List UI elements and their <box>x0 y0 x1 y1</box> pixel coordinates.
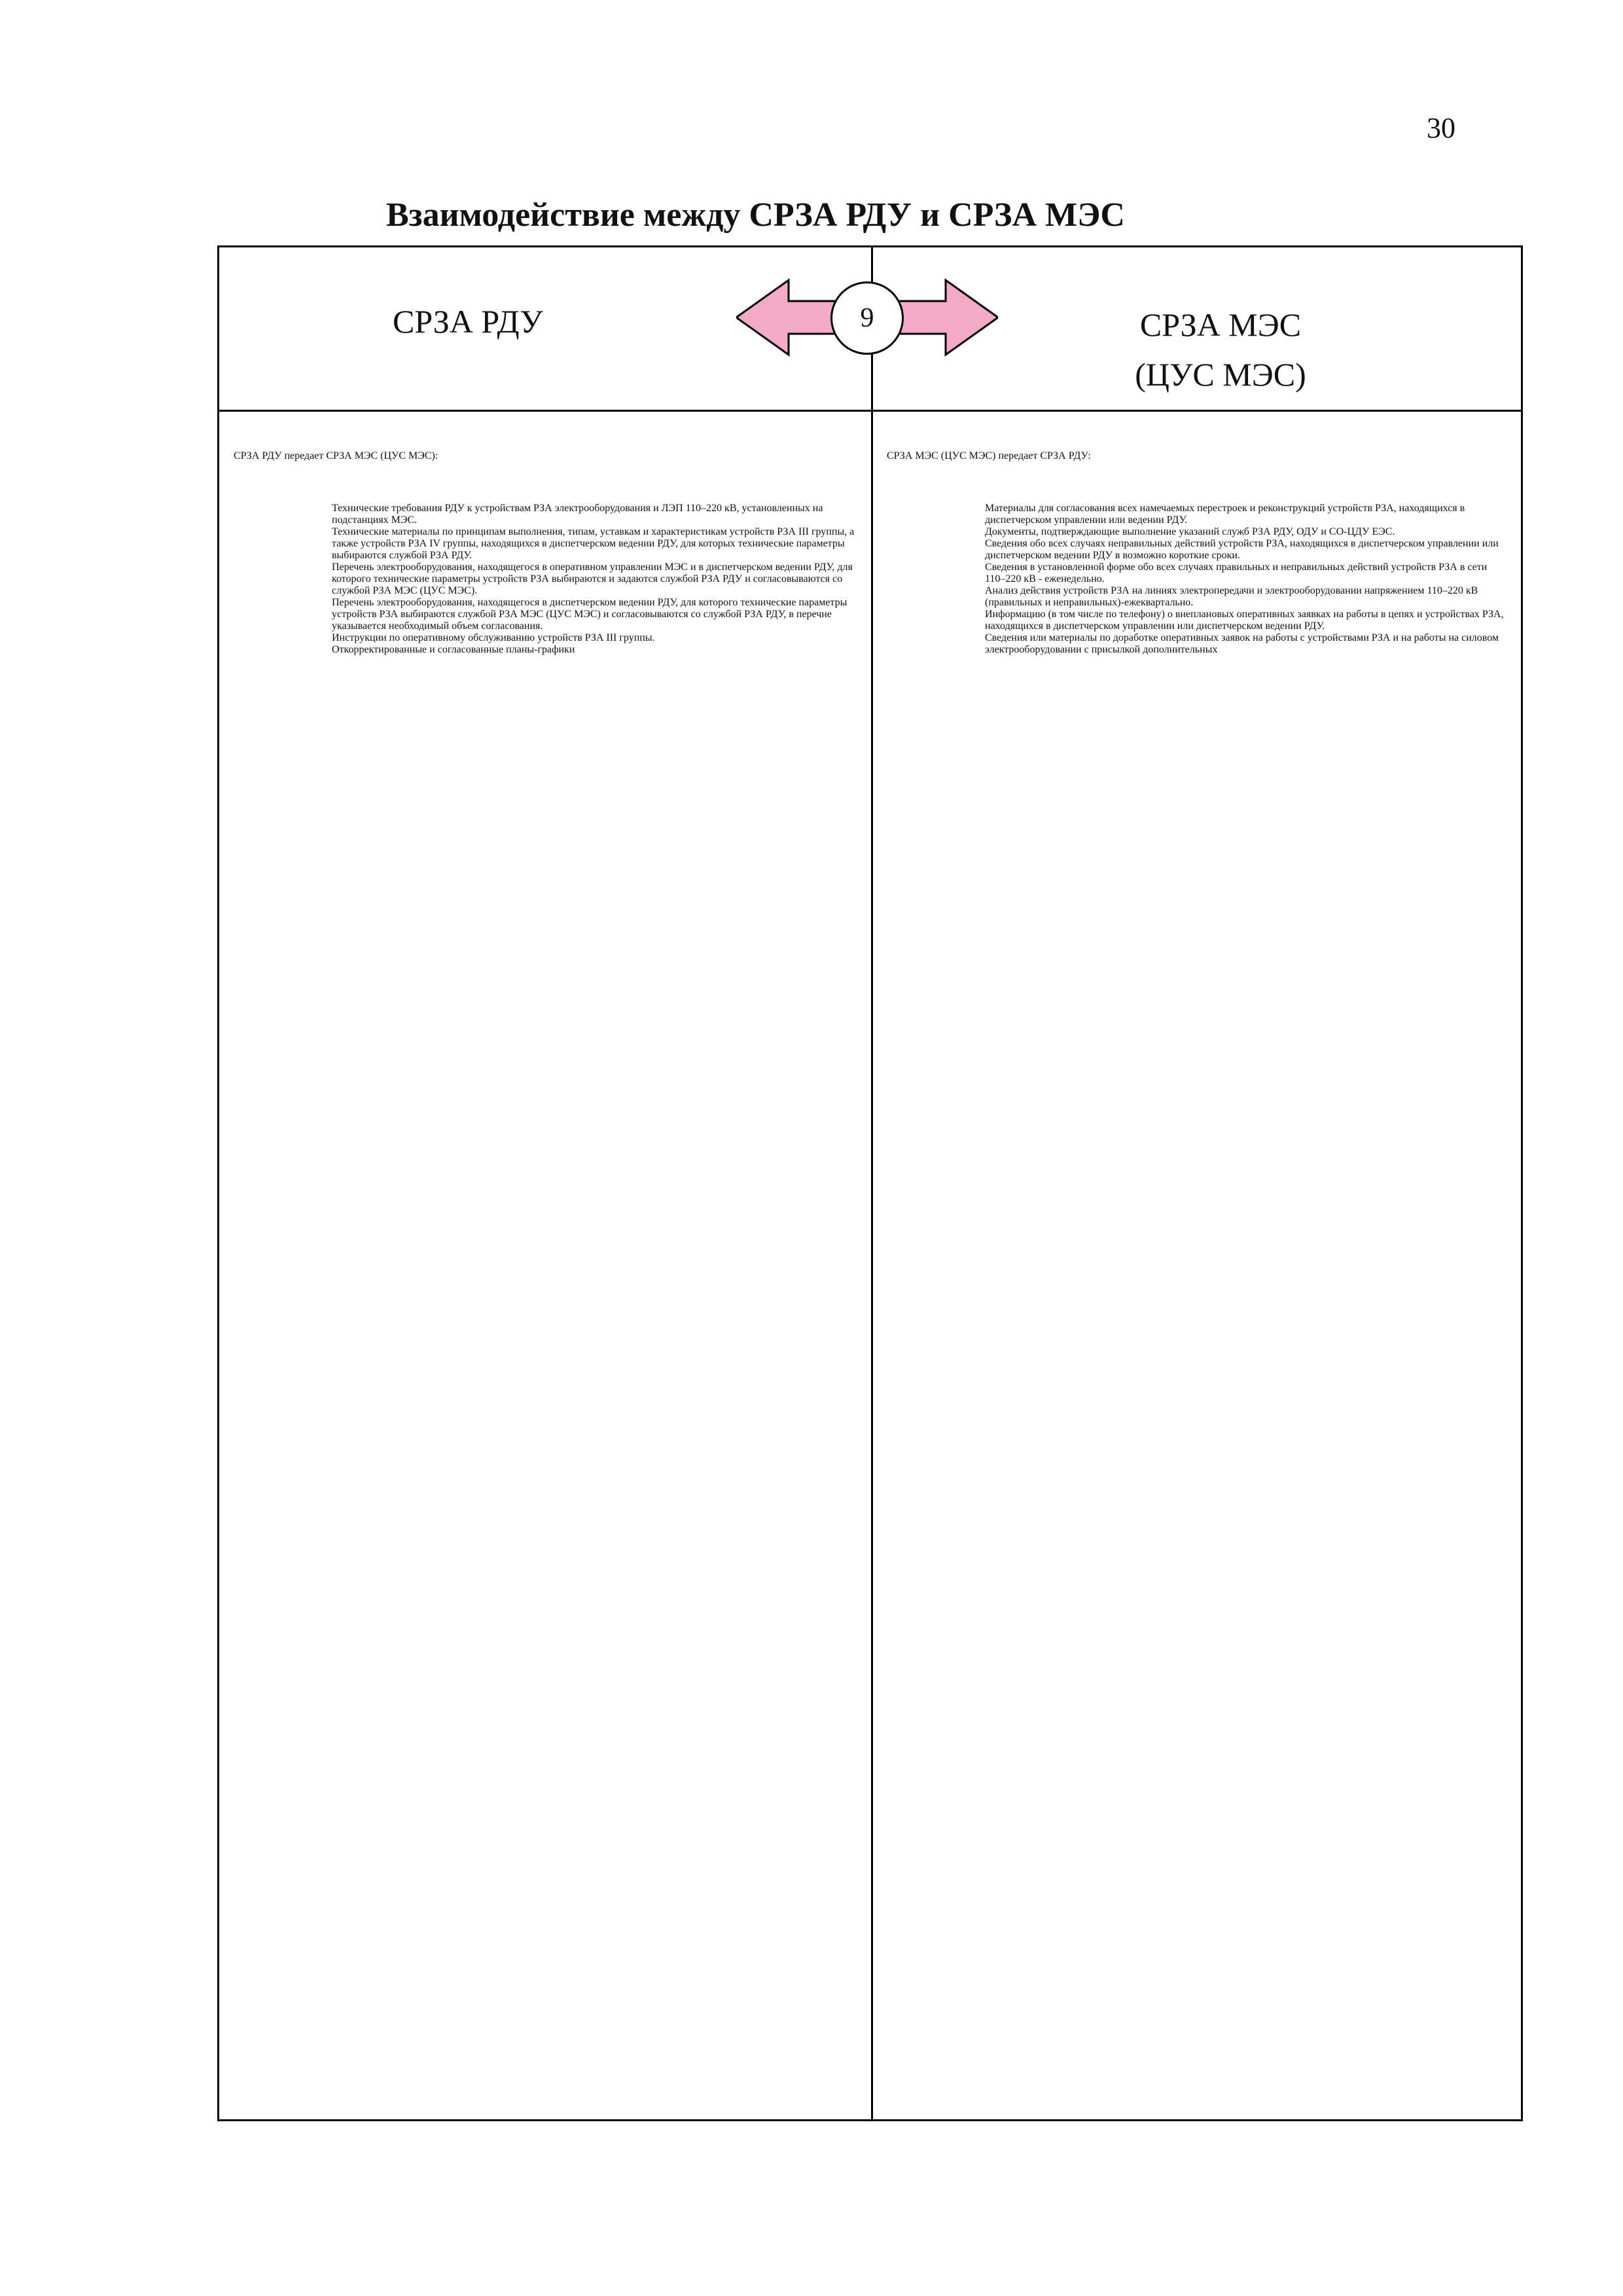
list-item: Перечень электрооборудования, находящегося в диспетчерском ведении РДУ, для которого технические параметры устройств РЗА выбираются службой РЗА МЭС (ЦУС МЭС) и согласовываются со службой РЗА РДУ, в перечне указывается необходимый объем согласования. <box>332 597 847 632</box>
left-column <box>234 450 855 2116</box>
left-item-list <box>332 503 855 656</box>
header-left-label: СРЗА РДУ <box>393 303 543 340</box>
column-divider <box>871 247 873 2119</box>
right-intro: СРЗА МЭС (ЦУС МЭС) передает СРЗА РДУ: <box>887 450 1091 461</box>
header-right-line-2: (ЦУС МЭС) <box>1135 356 1306 393</box>
right-column <box>887 450 1508 2116</box>
left-intro: СРЗА РДУ передает СРЗА МЭС (ЦУС МЭС): <box>234 450 438 461</box>
list-item: Инструкции по оперативному обслуживанию устройств РЗА III группы. <box>332 632 655 643</box>
page-title: Взаимодействие между СРЗА РДУ и СРЗА МЭС <box>386 196 1125 234</box>
page-number: 30 <box>1427 112 1455 144</box>
list-item: Технические требования РДУ к устройствам РЗА электрооборудования и ЛЭП 110–220 кВ, установленных на подстанциях МЭС. <box>332 503 823 526</box>
list-item: Сведения или материалы по доработке оперативных заявок на работы с устройствами РЗА и на работы на силовом электрооборудовании с присылкой дополнительных <box>985 632 1499 655</box>
list-item: Откорректированные и согласованные планы-графики <box>332 644 575 655</box>
interaction-table <box>217 245 1523 2121</box>
list-item: Материалы для согласования всех намечаемых перестроек и реконструкций устройств РЗА, находящихся в диспетчерском управлении или ведении РДУ. <box>985 503 1465 526</box>
header-right-line-1: СРЗА МЭС <box>1139 306 1302 343</box>
list-item: Документы, подтверждающие выполнение указаний служб РЗА РДУ, ОДУ и СО-ЦДУ ЕЭС. <box>985 526 1395 537</box>
list-item: Сведения в установленной форме обо всех случаях правильных и неправильных действий устройств РЗА в сети 110–220 кВ - еженедельно. <box>985 562 1488 584</box>
step-number-badge: 9 <box>830 281 904 355</box>
right-item-list <box>985 503 1508 656</box>
header-right-label <box>1083 300 1358 399</box>
header-divider <box>219 410 1521 412</box>
list-item: Анализ действия устройств РЗА на линиях электропередачи и электрооборудовании напряжением 110–220 кВ (правильных и неправильных)-ежеквартально. <box>985 585 1478 608</box>
list-item: Перечень электрооборудования, находящегося в оперативном управлении МЭС и в диспетчерском ведении РДУ, для которого технические параметры устройств РЗА выбираются и задаются службой РЗА РДУ и согласовываются со службой РЗА МЭС (ЦУС МЭС). <box>332 562 853 596</box>
list-item: Информацию (в том числе по телефону) о внеплановых оперативных заявках на работы в цепях и устройствах РЗА, находящихся в диспетчерском управлении или диспетчерском ведении РДУ. <box>985 609 1504 632</box>
list-item: Технические материалы по принципам выполнения, типам, уставкам и характеристикам устройств РЗА III группы, а также устройств РЗА IV группы, находящихся в диспетчерском ведении РДУ, для которых технические параметры выбираются службой РЗА РДУ. <box>332 526 855 561</box>
list-item: Сведения обо всех случаях неправильных действий устройств РЗА, находящихся в диспетчерском управлении или диспетчерском ведении РДУ в возможно короткие сроки. <box>985 538 1499 561</box>
